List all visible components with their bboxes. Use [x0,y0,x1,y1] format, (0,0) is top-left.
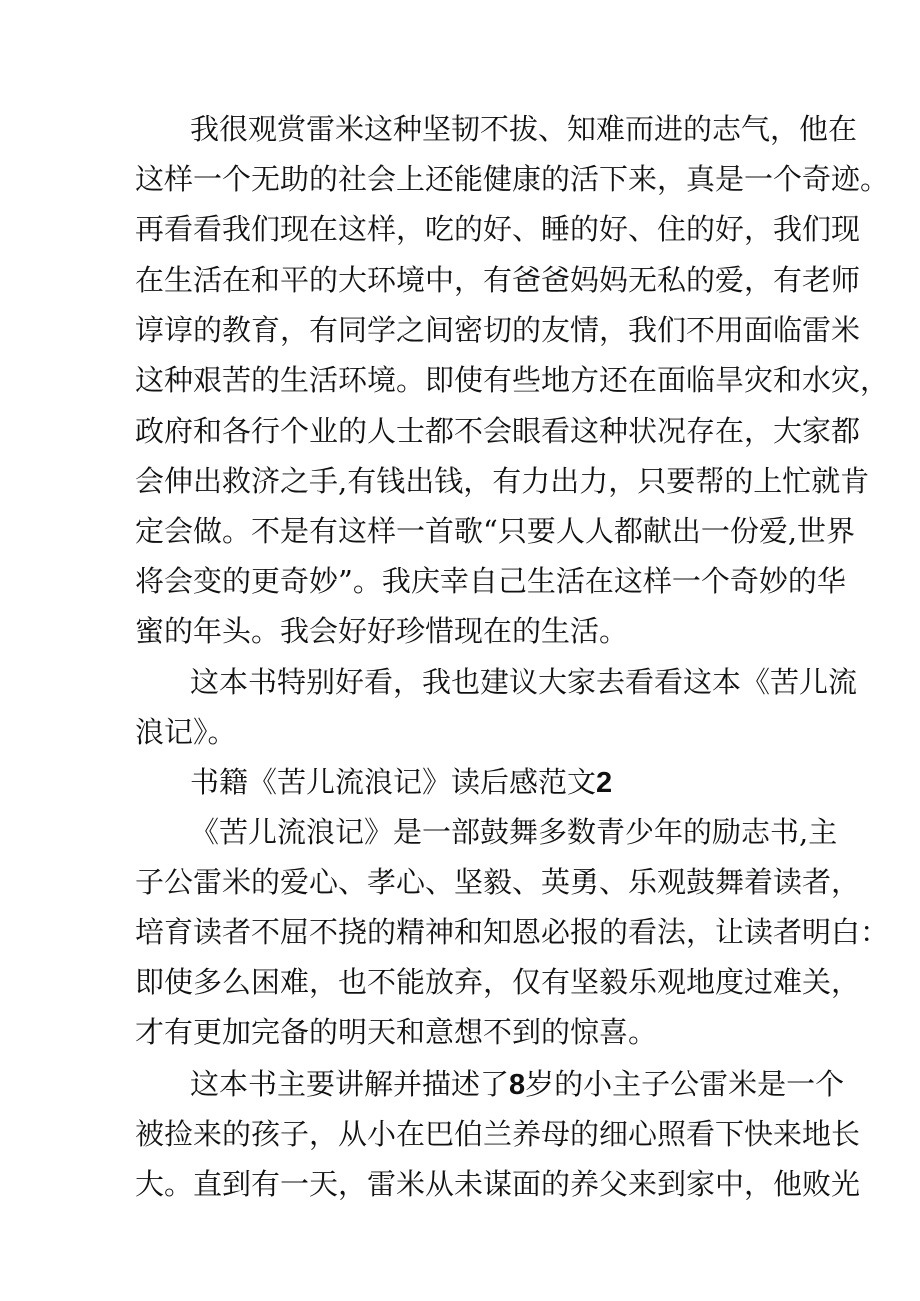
paragraph-1-line-7: 政府和各行个业的人士都不会眼看这种状况存在，大家都 [135,414,861,448]
section-heading-number: 2 [596,767,613,799]
paragraph-3-line-1: 《苦儿流浪记》是一部鼓舞多数青少年的励志书,主 [190,815,838,849]
paragraph-4-line-1-before: 这本书主要讲解并描述了 [190,1067,510,1101]
paragraph-3-line-2: 子公雷米的爱心、孝心、坚毅、英勇、乐观鼓舞着读者， [135,865,861,899]
paragraph-2-line-2: 浪记》。 [135,715,237,749]
paragraph-1-line-2: 这样一个无助的社会上还能健康的活下来，真是一个奇迹。 [135,162,890,196]
paragraph-1-line-5: 谆谆的教育，有同学之间密切的友情，我们不用面临雷米 [135,313,861,347]
paragraph-3-line-3: 培育读者不屈不挠的精神和知恩必报的看法，让读者明白： [135,915,890,949]
paragraph-1-line-4: 在生活在和平的大环境中，有爸爸妈妈无私的爱，有老师 [135,263,861,297]
paragraph-1-line-9: 定会做。不是有这样一首歌“只要人人都献出一份爱,世界 [135,514,856,548]
paragraph-4-line-2: 被捡来的孩子，从小在巴伯兰养母的细心照看下快来地长 [135,1117,861,1151]
paragraph-4-line-3: 大。直到有一天，雷米从未谋面的养父来到家中，他败光 [135,1167,861,1201]
paragraph-4-line-1-after: 岁的小主子公雷米是一个 [525,1067,845,1101]
paragraph-1-line-10: 将会变的更奇妙”。我庆幸自己生活在这样一个奇妙的华 [135,564,846,598]
paragraph-3-line-4: 即使多么困难，也不能放弃，仅有坚毅乐观地度过难关， [135,965,861,999]
paragraph-4-age-number: 8 [509,1069,526,1101]
paragraph-3-line-5: 才有更加完备的明天和意想不到的惊喜。 [135,1015,658,1049]
paragraph-1-line-6: 这种艰苦的生活环境。即使有些地方还在面临旱灾和水灾， [135,363,890,397]
section-heading-text: 书籍《苦儿流浪记》读后感范文 [190,765,597,799]
paragraph-1-line-8: 会伸出救济之手,有钱出钱，有力出力，只要帮的上忙就肯 [135,464,870,498]
paragraph-2-line-1: 这本书特别好看，我也建议大家去看看这本《苦儿流 [190,665,858,699]
paragraph-1-line-11: 蜜的年头。我会好好珍惜现在的生活。 [135,614,629,648]
paragraph-1-line-1: 我很观赏雷米这种坚韧不拔、知难而进的志气，他在 [190,112,858,146]
paragraph-4-line-1 [190,1060,844,1108]
section-heading [190,758,612,806]
paragraph-1-line-3: 再看看我们现在这样，吃的好、睡的好、住的好，我们现 [135,212,861,246]
